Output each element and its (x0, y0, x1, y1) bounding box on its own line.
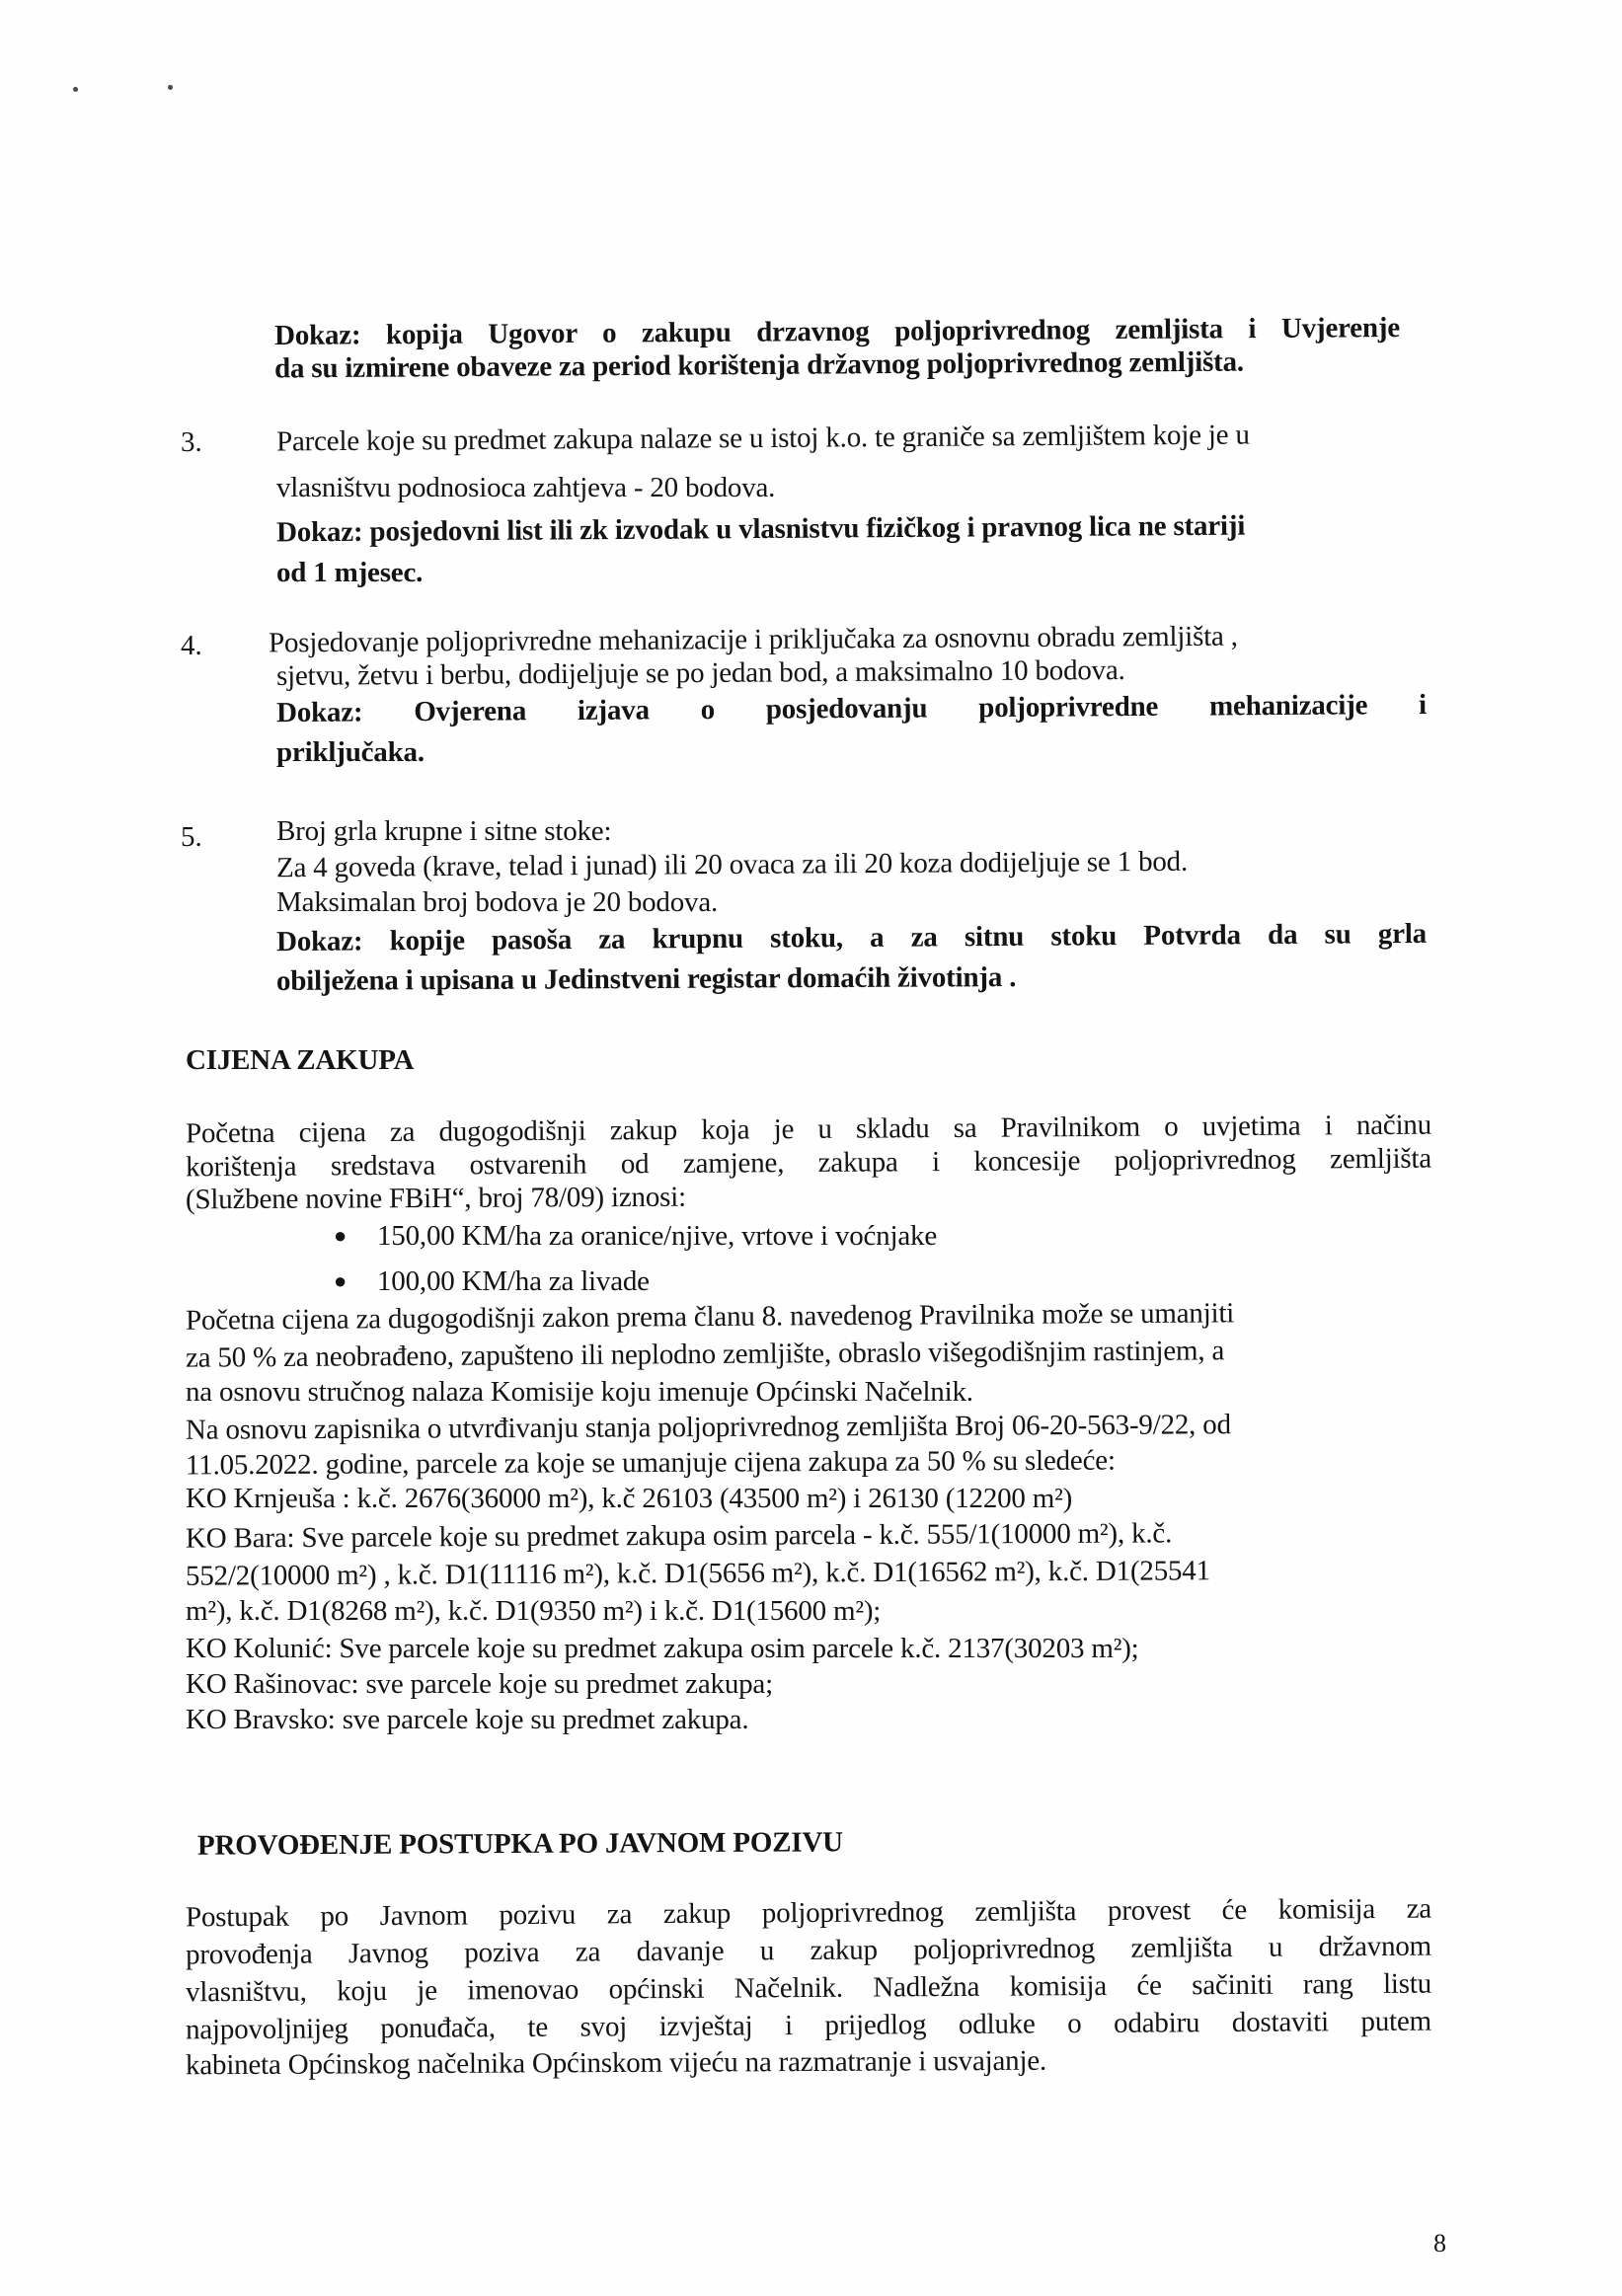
price-intro-line: korištenja sredstava ostvarenih od zamjene, zakupa i koncesije poljoprivrednog zemljišta (185, 1142, 1432, 1184)
criterion-proof-line: od 1 mjesec. (276, 557, 424, 588)
section-heading: CIJENA ZAKUPA (186, 1044, 415, 1076)
criterion-text-line: Maksimalan broj bodova je 20 bodova. (276, 886, 719, 918)
criterion-proof-line: Dokaz: kopije pasoša za krupnu stoku, a za sitnu stoku Potvrda da su grla (275, 917, 1428, 958)
criterion-text-line: Parcele koje su predmet zakupa nalaze se u istoj k.o. te graniče sa zemljištem koje je u (275, 419, 1250, 458)
criterion-text-line: Broj grla krupne i sitne stoke: (276, 815, 612, 847)
criterion-text-line: Za 4 goveda (krave, telad i junad) ili 20 ovaca za ili 20 koza dodijeljuje se 1 bod. (275, 845, 1189, 884)
price-record-line: 11.05.2022. godine, parcele za koje se umanjuje cijena zakupa za 50 % su sledeće: (185, 1444, 1116, 1482)
criterion-proof-line: priključaka. (276, 736, 425, 768)
criterion-proof-line: Dokaz: posjedovni list ili zk izvodak u vlasnistvu fizičkog i pravnog lica ne stariji (275, 509, 1246, 549)
price-reduction-line: za 50 % za neobrađeno, zapušteno ili neplodno zemljište, obraslo višegodišnjim rastinjem, a (185, 1335, 1225, 1374)
bullet-icon: ● (334, 1268, 348, 1293)
price-bullet-item: 100,00 KM/ha za livade (377, 1265, 650, 1297)
page-number: 8 (1433, 2229, 1446, 2258)
price-intro-line: (Službene novine FBiH“, broj 78/09) iznosi: (185, 1181, 686, 1216)
price-bullet-item: 150,00 KM/ha za oranice/njive, vrtove i voćnjake (377, 1220, 937, 1252)
price-reduction-line: na osnovu stručnog nalaza Komisije koju imenuje Općinski Načelnik. (186, 1376, 973, 1408)
criterion-proof-line: obilježena i upisana u Jedinstveni registar domaćih životinja . (275, 961, 1017, 997)
intro-proof-line: da su izmirene obaveze za period korištenja državnog poljoprivrednog zemljišta. (273, 345, 1245, 385)
procedure-line: najpovoljnijeg ponuđača, te svoj izvještaj i prijedlog odluke o odabiru dostaviti putem (185, 2005, 1432, 2046)
criterion-text-line: sjetvu, žetvu i berbu, dodijeljuje se po jedan bod, a maksimalno 10 bodova. (275, 653, 1125, 693)
parcel-line: KO Krnjeuša : k.č. 2676(36000 m²), k.č 26103 (43500 m²) i 26130 (12200 m²) (186, 1483, 1073, 1514)
criterion-proof-line: Dokaz: Ovjerena izjava o posjedovanju poljoprivredne mehanizacije i (275, 688, 1428, 729)
parcel-line: KO Rašinovac: sve parcele koje su predmet zakupa; (186, 1668, 773, 1700)
criterion-number: 5. (181, 821, 202, 853)
bullet-icon: ● (334, 1223, 348, 1248)
procedure-line: Postupak po Javnom pozivu za zakup poljoprivrednog zemljišta provest će komisija za (185, 1892, 1432, 1934)
parcel-line: KO Bara: Sve parcele koje su predmet zakupa osim parcela - k.č. 555/1(10000 m²), k.č. (185, 1517, 1173, 1555)
section-heading: PROVOĐENJE POSTUPKA PO JAVNOM POZIVU (196, 1826, 843, 1862)
criterion-number: 3. (181, 426, 202, 458)
procedure-line: vlasništvu, koju je imenovao općinski Načelnik. Nadležna komisija će sačiniti rang listu (185, 1967, 1432, 2009)
procedure-line: provođenja Javnog poziva za davanje u zakup poljoprivrednog zemljišta u državnom (185, 1930, 1432, 1971)
scan-speck (73, 87, 78, 92)
parcel-line: m²), k.č. D1(8268 m²), k.č. D1(9350 m²) i k.č. D1(15600 m²); (186, 1595, 882, 1627)
parcel-line: 552/2(10000 m²) , k.č. D1(11116 m²), k.č. D1(5656 m²), k.č. D1(16562 m²), k.č. D1(25541 (185, 1555, 1210, 1592)
criterion-text-line: Posjedovanje poljoprivredne mehanizacije i priključaka za osnovnu obradu zemljišta , (268, 620, 1238, 659)
price-record-line: Na osnovu zapisnika o utvrđivanju stanja poljoprivrednog zemljišta Broj 06-20-563-9/22, od (185, 1409, 1231, 1446)
criterion-number: 4. (181, 630, 202, 661)
parcel-line: KO Kolunić: Sve parcele koje su predmet zakupa osim parcele k.č. 2137(30203 m²); (186, 1633, 1139, 1664)
price-reduction-line: Početna cijena za dugogodišnji zakon prema članu 8. navedenog Pravilnika može se umanjiti (185, 1297, 1235, 1337)
procedure-line: kabineta Općinskog načelnika Općinskom vijeću na razmatranje i usvajanje. (185, 2044, 1047, 2082)
intro-proof-line: Dokaz: kopija Ugovor o zakupu drzavnog poljoprivrednog zemljista i Uvjerenje (273, 312, 1401, 351)
price-intro-line: Početna cijena za dugogodišnji zakup koja je u skladu sa Pravilnikom o uvjetima i načinu (185, 1109, 1432, 1150)
scan-speck (168, 85, 173, 90)
criterion-text-line: vlasništvu podnosioca zahtjeva - 20 bodova. (276, 472, 776, 503)
parcel-line: KO Bravsko: sve parcele koje su predmet zakupa. (186, 1704, 749, 1735)
